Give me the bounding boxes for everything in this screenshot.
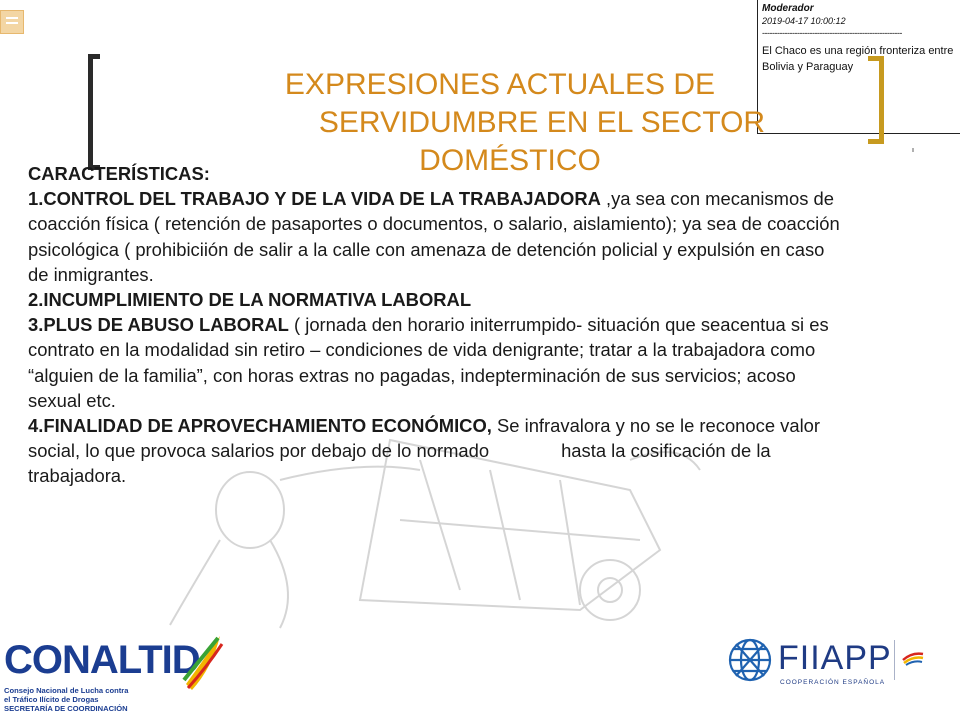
logo-divider — [894, 640, 895, 680]
fiiapp-wordmark: FIIAPP — [778, 639, 892, 677]
fiiapp-logo — [726, 634, 926, 694]
conaltid-logo — [4, 632, 234, 717]
body-text — [28, 161, 848, 489]
conaltid-subtitle: Consejo Nacional de Lucha contra el Tráfico Ilícito de Drogas SECRETARÍA DE COORDINACIÓN — [4, 686, 129, 713]
title-line-2: SERVIDUMBRE EN EL SECTOR — [318, 106, 766, 139]
comment-icon[interactable] — [0, 10, 24, 34]
item-2: 2.INCUMPLIMIENTO DE LA NORMATIVA LABORAL — [28, 289, 472, 311]
globe-icon — [726, 636, 774, 684]
conaltid-wordmark: CONALTID — [4, 638, 200, 682]
body-heading: CARACTERÍSTICAS: — [28, 163, 210, 184]
right-bracket — [868, 56, 884, 144]
item-3: 3.PLUS DE ABUSO LABORAL ( jornada den horario initerrumpido- situación que seacentua si es contrato en la modalidad sin retiro – condiciones de vida denigrante; tratar a la trabajadora como “alguien de la familia”, con horas extras no pagadas, indepterminación de sus servicios; acoso sexual etc. — [28, 314, 829, 411]
title-line-1: EXPRESIONES ACTUALES DE — [284, 68, 716, 101]
comment-text: El Chaco es una región fronteriza entre Bolivia y Paraguay — [762, 45, 954, 73]
small-mark — [912, 148, 914, 152]
comment-date: 2019-04-17 10:00:12 — [762, 16, 846, 26]
fiiapp-subtitle: COOPERACIÓN ESPAÑOLA — [780, 679, 886, 686]
conaltid-swoosh-icon — [182, 632, 224, 692]
item-1: 1.CONTROL DEL TRABAJO Y DE LA VIDA DE LA TRABAJADORA ,ya sea con mecanismos de coacción física ( retención de pasaportes o documentos, o salario, aislamiento); ya sea de coacción psicológica ( prohibiciión de salir a la calle con amenaza de detención policial y expulsión en caso de inmigrantes. — [28, 188, 840, 285]
comment-separator: -------------------------------------------------------- — [762, 28, 902, 38]
left-bracket — [88, 54, 100, 170]
cooperacion-swoosh-icon — [902, 650, 924, 666]
title-line-3: DOMÉSTICO — [419, 144, 601, 177]
comment-author: Moderador — [762, 3, 814, 14]
item-4: 4.FINALIDAD DE APROVECHAMIENTO ECONÓMICO, Se infravalora y no se le reconoce valor social, lo que provoca salarios por debajo de lo normado hasta la cosificación de la trabajadora. — [28, 415, 821, 487]
